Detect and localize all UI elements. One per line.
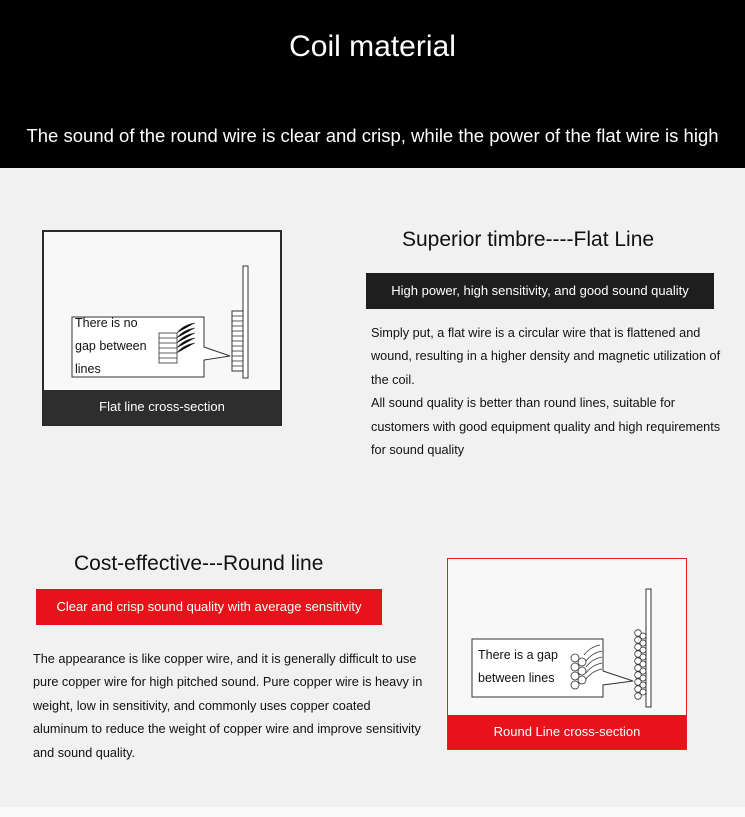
round-line-heading: Cost-effective---Round line [74, 552, 324, 575]
flat-line-description [371, 322, 731, 462]
flat-note-line-1: There is no [75, 316, 138, 330]
flat-note-line-3: lines [75, 362, 101, 376]
flat-note-line-2: gap between [75, 339, 147, 353]
page-subtitle: The sound of the round wire is clear and crisp, while the power of the flat wire is high [26, 125, 719, 146]
flat-line-heading: Superior timbre----Flat Line [402, 228, 655, 251]
flat-line-paragraph-1: Simply put, a flat wire is a circular wire that is flattened and wound, resulting in a higher density and magnetic utilization of the coil. [371, 326, 721, 387]
header-banner [0, 0, 745, 168]
round-note-line-1: There is a gap [478, 648, 558, 662]
bottom-strip [0, 807, 745, 817]
flat-line-badge: High power, high sensitivity, and good sound quality [366, 273, 714, 309]
flat-line-caption: Flat line cross-section [44, 390, 280, 424]
flat-line-diagram-card [42, 230, 282, 426]
round-line-diagram-card [447, 558, 687, 750]
page-title: Coil material [289, 30, 456, 63]
round-line-badge: Clear and crisp sound quality with average sensitivity [36, 589, 382, 625]
round-line-caption: Round Line cross-section [448, 715, 686, 749]
round-line-diagram [448, 559, 685, 715]
flat-line-paragraph-2: All sound quality is better than round lines, suitable for customers with good equipment quality and high requirements for sound quality [371, 396, 721, 458]
round-note-line-2: between lines [478, 671, 555, 685]
round-line-description: The appearance is like copper wire, and it is generally difficult to use pure copper wire for high pitched sound. Pure copper wire is heavy in weight, low in sensitivity, and commonly uses copper coated aluminum to reduce the weight of copper wire and improve sensitivity and sound quality. [33, 652, 423, 760]
